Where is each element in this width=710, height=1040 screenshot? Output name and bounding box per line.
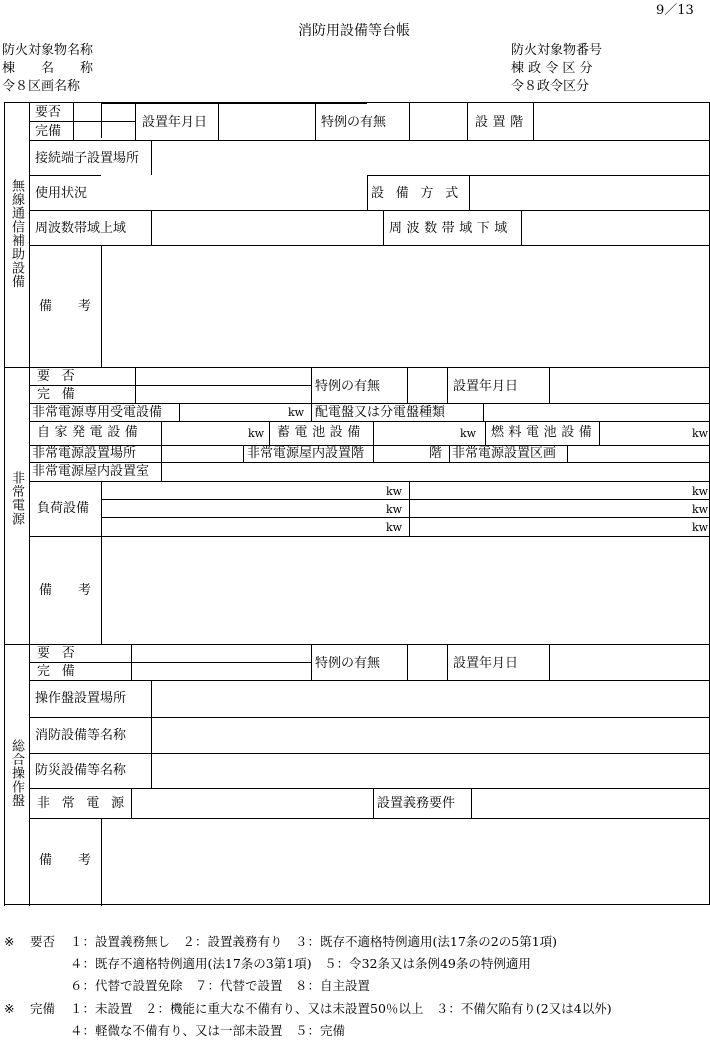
- s2-indoor-room-value[interactable]: [161, 462, 710, 481]
- note-kanbi-label: 完備: [30, 1001, 56, 1016]
- s1-biko-value[interactable]: [101, 245, 710, 368]
- s1-terminal-place-value[interactable]: [151, 140, 710, 175]
- s2-load-unit-1b: kw: [692, 485, 709, 498]
- s2-panel-value[interactable]: [483, 403, 710, 421]
- s3-emergency-power-value[interactable]: [131, 788, 373, 818]
- s2-battery-label: 蓄電池設備: [277, 425, 365, 440]
- s3-disaster-equip-value[interactable]: [151, 753, 710, 788]
- s2-load-unit-3b: kw: [692, 521, 709, 534]
- s3-kanbi-label: 完備: [37, 664, 87, 679]
- header-section8-class: 令８政令区分: [511, 79, 590, 94]
- page-number: 9／13: [656, 3, 694, 18]
- s2-yohi-label: 要否: [37, 369, 87, 384]
- s1-freq-upper-label: 周波数帯域上域: [35, 221, 127, 236]
- s3-tokurei-value[interactable]: [407, 644, 447, 680]
- s2-kanbi-label: 完備: [37, 387, 87, 402]
- s2-indoor-floor-label: 非常電源屋内設置階: [247, 446, 365, 461]
- note-mark-kanbi: ※: [4, 1001, 15, 1016]
- s2-load-2a[interactable]: [101, 499, 409, 517]
- s1-kanbi-label: 完備: [35, 124, 62, 139]
- s2-receiving-label: 非常電源専用受電設備: [32, 405, 163, 420]
- s2-load-unit-2b: kw: [692, 503, 709, 516]
- s3-setchi-date-label: 設置年月日: [453, 656, 519, 671]
- s2-biko-label: 備 考: [39, 583, 92, 598]
- s3-requirement-value[interactable]: [471, 788, 710, 818]
- s1-setchi-date-label: 設置年月日: [142, 115, 208, 130]
- s1-method-label: 設備方式: [371, 186, 470, 201]
- s2-fuel-cell-label: 燃料電池設備: [491, 425, 597, 440]
- s2-load-unit-3a: kw: [386, 521, 403, 534]
- s2-load-1a[interactable]: [101, 481, 409, 499]
- s2-battery-unit: kw: [460, 427, 477, 440]
- s1-setchi-kai-label: 設置階: [475, 115, 528, 130]
- s1-usage-value[interactable]: [101, 103, 367, 138]
- s3-kanbi-value[interactable]: [131, 662, 311, 680]
- section1-title: 無線通信補助設備: [9, 179, 24, 289]
- note-kanbi-line2: ４：軽微な不備有り、又は一部未設置 ５：完備: [70, 1023, 346, 1038]
- s2-generator-unit: kw: [248, 427, 265, 440]
- note-yohi-line1: １：設置義務無し ２：設置義務有り ３：既存不適格特例適用(法17条の2の5第1項): [70, 934, 558, 949]
- s2-place-value[interactable]: [161, 445, 243, 462]
- s2-load-1b[interactable]: [409, 481, 710, 499]
- s2-setchi-date-label: 設置年月日: [453, 379, 519, 394]
- s2-load-3b[interactable]: [409, 517, 710, 536]
- section3-title: 総合操作盤: [9, 739, 24, 808]
- s1-tokurei-value[interactable]: [409, 102, 467, 140]
- s2-load-unit-2a: kw: [386, 503, 403, 516]
- s2-setchi-date-value[interactable]: [549, 367, 710, 403]
- s2-tokurei-label: 特例の有無: [315, 379, 381, 394]
- page-title: 消防用設備等台帳: [298, 23, 410, 39]
- s3-yohi-label: 要否: [37, 646, 87, 661]
- s2-load-3a[interactable]: [101, 517, 409, 536]
- s3-fire-equip-value[interactable]: [151, 717, 710, 753]
- s1-freq-upper-value[interactable]: [151, 210, 383, 245]
- note-mark-yohi: ※: [4, 934, 15, 949]
- s3-tokurei-label: 特例の有無: [315, 656, 381, 671]
- s2-load-2b[interactable]: [409, 499, 710, 517]
- header-facility-number: 防火対象物番号: [511, 43, 603, 58]
- s2-load-label: 負荷設備: [37, 501, 90, 516]
- s2-tokurei-value[interactable]: [407, 367, 447, 403]
- s2-yohi-value[interactable]: [135, 367, 311, 385]
- s2-indoor-room-label: 非常電源屋内設置室: [32, 464, 150, 479]
- note-yohi-label: 要否: [30, 934, 56, 949]
- s1-usage-label: 使用状況: [35, 186, 88, 201]
- s3-fire-equip-label: 消防設備等名称: [35, 728, 127, 743]
- s1-freq-lower-value[interactable]: [521, 210, 710, 245]
- header-section8-name: 令８区画名称: [2, 79, 81, 94]
- s1-method-value[interactable]: [469, 175, 710, 210]
- s3-requirement-label: 設置義務要件: [377, 796, 456, 811]
- s2-biko-value[interactable]: [101, 536, 710, 645]
- s3-biko-label: 備 考: [39, 853, 92, 868]
- note-yohi-line2: ４：既存不適格特例適用(法17条の3第1項) ５：令32条又は条例49条の特例適用: [70, 956, 531, 971]
- note-yohi-line3: ６：代替で設置免除 ７：代替で設置 ８：自主設置: [70, 978, 371, 993]
- s2-load-unit-1a: kw: [386, 485, 403, 498]
- s2-panel-label: 配電盤又は分電盤種類: [315, 405, 446, 420]
- s1-freq-lower-label: 周波数帯域下域: [389, 221, 512, 236]
- s3-setchi-date-value[interactable]: [549, 644, 710, 680]
- header-building-class: 棟 政 令 区 分: [511, 61, 593, 76]
- s3-biko-value[interactable]: [101, 818, 710, 906]
- s2-place-label: 非常電源設置場所: [32, 446, 137, 461]
- s3-yohi-value[interactable]: [131, 644, 311, 662]
- section2-title: 非常電源: [9, 471, 24, 526]
- header-building-name: 棟 名 称: [2, 61, 94, 76]
- s1-tokurei-label: 特例の有無: [321, 115, 387, 130]
- s2-kanbi-value[interactable]: [135, 385, 311, 403]
- s3-panel-place-label: 操作盤設置場所: [35, 691, 127, 706]
- s1-yohi-label: 要否: [35, 105, 62, 120]
- s3-disaster-equip-label: 防災設備等名称: [35, 763, 127, 778]
- equipment-form: [4, 102, 710, 905]
- s1-biko-label: 備 考: [39, 299, 92, 314]
- s1-setchi-kai-value[interactable]: [533, 102, 710, 140]
- s2-zone-value[interactable]: [567, 445, 710, 462]
- s3-panel-place-value[interactable]: [151, 680, 710, 717]
- s3-emergency-power-label: 非常電源: [37, 796, 136, 811]
- s1-terminal-place-label: 接続端子設置場所: [35, 151, 140, 166]
- s2-fuel-cell-unit: kw: [692, 427, 709, 440]
- header-facility-name: 防火対象物名称: [2, 43, 94, 58]
- s2-zone-label: 非常電源設置区画: [452, 446, 557, 461]
- s2-floor-unit: 階: [429, 446, 443, 461]
- note-kanbi-line1: １：未設置 ２：機能に重大な不備有り、又は未設置50％以上 ３：不備欠陥有り(2又は4以外): [70, 1001, 612, 1016]
- s2-generator-label: 自家発電設備: [37, 425, 143, 440]
- s2-receiving-unit: kw: [288, 406, 305, 419]
